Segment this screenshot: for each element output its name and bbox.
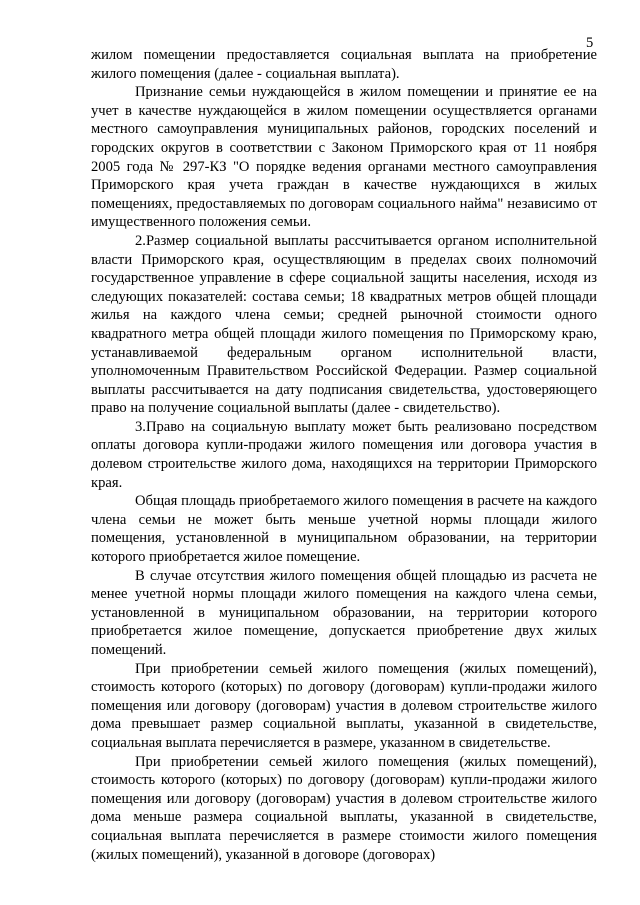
paragraph-cost-exceeds: При приобретении семьей жилого помещения (жилых помещений), стоимость которого (которых) по договору (договорам) купли-продажи жилого помещения или договору (договорам) участия в долевом строительстве жилого дома превышает размер социальной выплаты, указанной в свидетельстве, социальная выплата перечисляется в размере, указанном в свидетельстве.: [91, 660, 597, 751]
page-number: 5: [586, 35, 594, 51]
paragraph-payment-right: 3.Право на социальную выплату может быть реализовано посредством оплаты договора купли-продажи жилого помещения или договора участия в долевом строительстве жилого дома, находящихся на территории Приморского края.: [91, 418, 597, 491]
paragraph-payment-amount: 2.Размер социальной выплаты рассчитывается органом исполнительной власти Приморского края, осуществляющим в пределах своих полномочий государственное управление в сфере социальной защиты населения, исходя из следующих показателей: состава семьи; 18 квадратных метров общей площади жилья на каждого члена семьи; средней рыночной стоимости одного квадратного метра общей площади жилого помещения по Приморскому краю, устанавливаемой федеральным органом исполнительной власти, уполномоченным Правительством Российской Федерации. Размер социальной выплаты рассчитывается на дату подписания свидетельства, удостоверяющего право на получение социальной выплаты (далее - свидетельство).: [91, 232, 597, 417]
document-body: [91, 46, 597, 864]
paragraph-cost-less: При приобретении семьей жилого помещения (жилых помещений), стоимость которого (которых) по договору (договорам) купли-продажи жилого помещения или договору (договорам) участия в долевом строительстве жилого дома меньше размера социальной выплаты, указанной в свидетельстве, социальная выплата перечисляется в размере стоимости жилого помещения (жилых помещений), указанной в договоре (договорах): [91, 753, 597, 863]
paragraph-family-recognition: Признание семьи нуждающейся в жилом помещении и принятие ее на учет в качестве нуждающейся в жилом помещении осуществляется органами местного самоуправления муниципальных районов, городских поселений и городских округов в соответствии с Законом Приморского края от 11 ноября 2005 года № 297-КЗ "О порядке ведения органами местного самоуправления Приморского края учета граждан в качестве нуждающихся в жилых помещениях, предоставляемых по договорам социального найма" независимо от имущественного положения семьи.: [91, 84, 597, 231]
paragraph-continuation: жилом помещении предоставляется социальная выплата на приобретение жилого помещения (далее - социальная выплата).: [91, 47, 597, 82]
paragraph-two-premises: В случае отсутствия жилого помещения общей площадью из расчета не менее учетной нормы площади жилого помещения на каждого члена семьи, установленной в муниципальном образовании, на территории которого приобретается жилое помещение, допускается приобретение двух жилых помещений.: [91, 567, 597, 658]
paragraph-total-area: Общая площадь приобретаемого жилого помещения в расчете на каждого члена семьи не может быть меньше учетной нормы площади жилого помещения, установленной в муниципальном образовании, на территории которого приобретается жилое помещение.: [91, 493, 597, 566]
